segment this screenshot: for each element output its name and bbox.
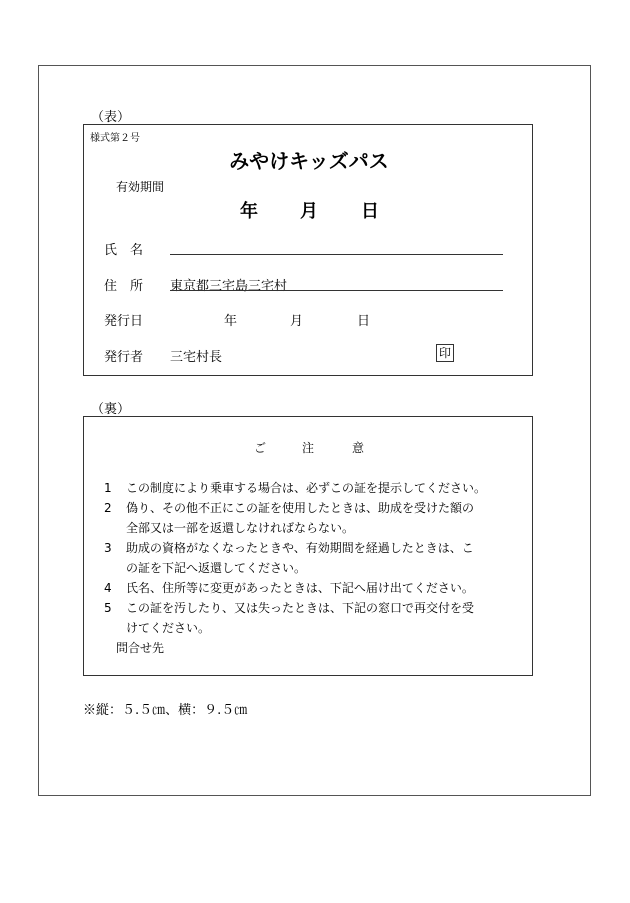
front-card	[83, 124, 533, 376]
issue-year: 年	[224, 314, 238, 329]
notes-heading-3: 意	[352, 441, 365, 455]
note-line: 偽り、その他不正にこの証を使用したときは、助成を受けた額の	[126, 501, 475, 515]
validity-month: 月	[300, 201, 318, 222]
validity-year: 年	[240, 201, 258, 222]
contact-label: 問合せ先	[116, 641, 165, 655]
address-value: 東京都三宅島三宅村	[170, 279, 288, 294]
note-number: 2	[104, 501, 112, 515]
back-side-label: （裏）	[91, 402, 131, 417]
validity-label: 有効期間	[116, 180, 165, 194]
note-line: 全部又は一部を返還しなければならない。	[126, 521, 355, 535]
note-number: 1	[104, 481, 112, 495]
note-line: この証を汚したり、又は失ったときは、下記の窓口で再交付を受	[126, 601, 475, 615]
name-line	[170, 254, 503, 255]
note-line: 助成の資格がなくなったときや、有効期間を経過したときは、こ	[126, 541, 474, 555]
notes-heading-2: 注	[302, 441, 315, 455]
validity-day: 日	[361, 201, 379, 222]
issuer-value: 三宅村長	[170, 350, 223, 365]
note-line: の証を下記へ返還してください。	[126, 561, 307, 575]
note-number: 4	[104, 581, 112, 595]
note-line: けてください。	[126, 621, 211, 635]
issue-month: 月	[290, 314, 304, 329]
size-note: ※縦：５.５㎝、横：９.５㎝	[83, 703, 248, 718]
address-label: 住 所	[104, 279, 144, 294]
issuer-label: 発行者	[104, 350, 144, 365]
name-label: 氏 名	[104, 243, 144, 258]
back-card	[83, 416, 533, 676]
issue-day: 日	[357, 314, 371, 329]
notes-heading-1: ご	[254, 441, 267, 455]
card-title: みやけキッズパス	[229, 149, 389, 173]
note-line: 氏名、住所等に変更があったときは、下記へ届け出てください。	[126, 581, 474, 595]
note-number: 3	[104, 541, 112, 555]
seal-stamp: 印	[436, 344, 454, 362]
front-side-label: （表）	[91, 110, 131, 125]
form-number: 様式第２号	[90, 133, 140, 144]
issue-date-label: 発行日	[104, 314, 144, 329]
address-line	[170, 290, 503, 291]
note-number: 5	[104, 601, 112, 615]
note-line: この制度により乗車する場合は、必ずこの証を提示してください。	[126, 481, 487, 495]
